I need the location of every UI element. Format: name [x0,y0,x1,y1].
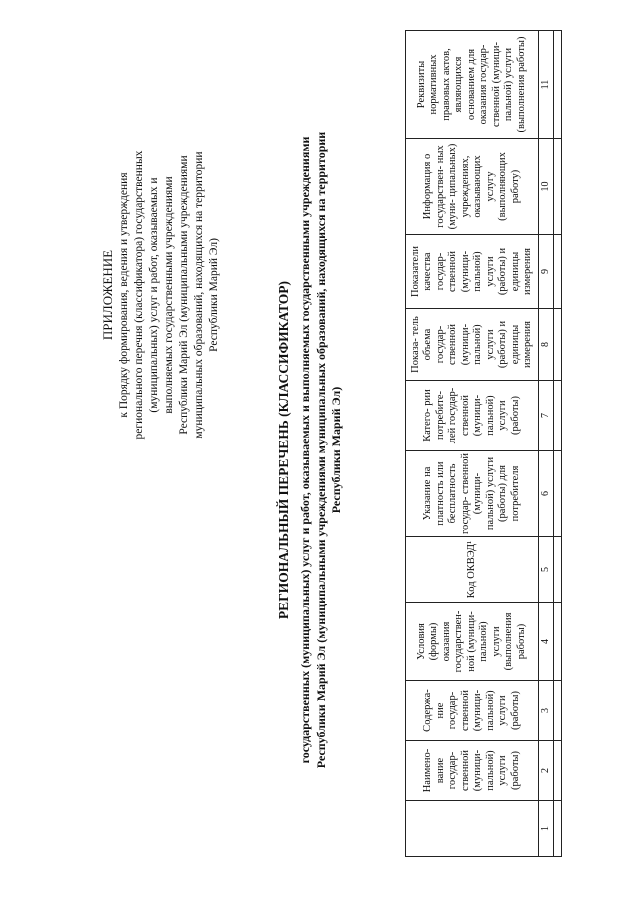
appendix-line: (муниципальных) услуг и работ, оказываемых и [148,177,160,413]
document-title: РЕГИОНАЛЬНЫЙ ПЕРЕЧЕНЬ (КЛАССИФИКАТОР) [276,280,291,620]
column-number: 1 [539,801,554,857]
table-header-cell: Показа- тель объема государ- ственной (муници- пальной) услуги (работы) и единицы измерения [406,309,539,381]
column-number: 9 [539,235,554,309]
column-number: 10 [539,139,554,235]
table-cell [554,235,562,309]
column-number: 4 [539,603,554,681]
table-cell [554,381,562,451]
table-header-cell: Наимено- вание государ- ственной (муници- пальной) услуги (работы) [406,741,539,801]
column-number: 7 [539,381,554,451]
appendix-block [100,25,222,565]
document-subtitle [298,65,345,835]
column-number: 6 [539,451,554,537]
table-cell [554,309,562,381]
appendix-line: Республики Марий Эл) [208,238,220,352]
table-cell [554,537,562,603]
table-column-number-row [539,31,554,857]
table-empty-row [554,31,562,857]
table-header-cell: Показатели качества государ- ственной (муници- пальной) услуги (работы) и единицы измерения [406,235,539,309]
appendix-line: выполняемых государственными учреждениями [163,176,175,414]
table-header-cell [406,801,539,857]
column-number: 3 [539,681,554,741]
table-cell [554,801,562,857]
table-header-cell: Информация о государствен- ных (муни- ципальных) учреждениях, оказывающих услугу (выполняющих работу) [406,139,539,235]
table-cell [554,681,562,741]
table-cell [554,603,562,681]
table-cell [554,31,562,139]
column-number: 2 [539,741,554,801]
table-header-cell: Указание на платность или бесплатность государ- ственной (муници- пальной) услуги (работы) для потребителя [406,451,539,537]
table-header-cell: Условия (формы) оказания государствен- ной (муници- пальной) услуги (выполнения работы) [406,603,539,681]
appendix-line: регионального перечня (классификатора) государственных [133,150,145,440]
table-header-cell: Реквизиты нормативных правовых актов, являющихся основанием для оказания государ- ственной (муници- пальной) услуги (выполнения работы) [406,31,539,139]
appendix-heading: ПРИЛОЖЕНИЕ [100,249,115,341]
column-number: 5 [539,537,554,603]
subtitle-line: Республики Марий Эл (муниципальными учреждениями муниципальных образований, находящихся на территории [313,131,328,769]
table-header-cell: Катего- рии потребите- лей государ- ственной (муници- пальной) услуги (работы) [406,381,539,451]
appendix-line: к Порядку формирования, ведения и утверждения [118,172,130,418]
appendix-line: Республики Марий Эл (муниципальными учреждениями [178,155,190,435]
table-header-cell: Содержа- ние государ- ственной (муници- пальной) услуги (работы) [406,681,539,741]
table-cell [554,741,562,801]
subtitle-line: Республики Марий Эл) [329,386,343,514]
column-number: 11 [539,31,554,139]
table-cell [554,139,562,235]
table-header-cell: Код ОКВЭД¹ [406,537,539,603]
table-header-row [406,31,539,857]
column-number: 8 [539,309,554,381]
subtitle-line: государственных (муниципальных) услуг и работ, оказываемых и выполняемых государственными учреждениями [298,136,312,764]
classifier-table [405,30,562,857]
appendix-line: муниципальных образований, находящихся на территории [193,151,205,439]
table-cell [554,451,562,537]
